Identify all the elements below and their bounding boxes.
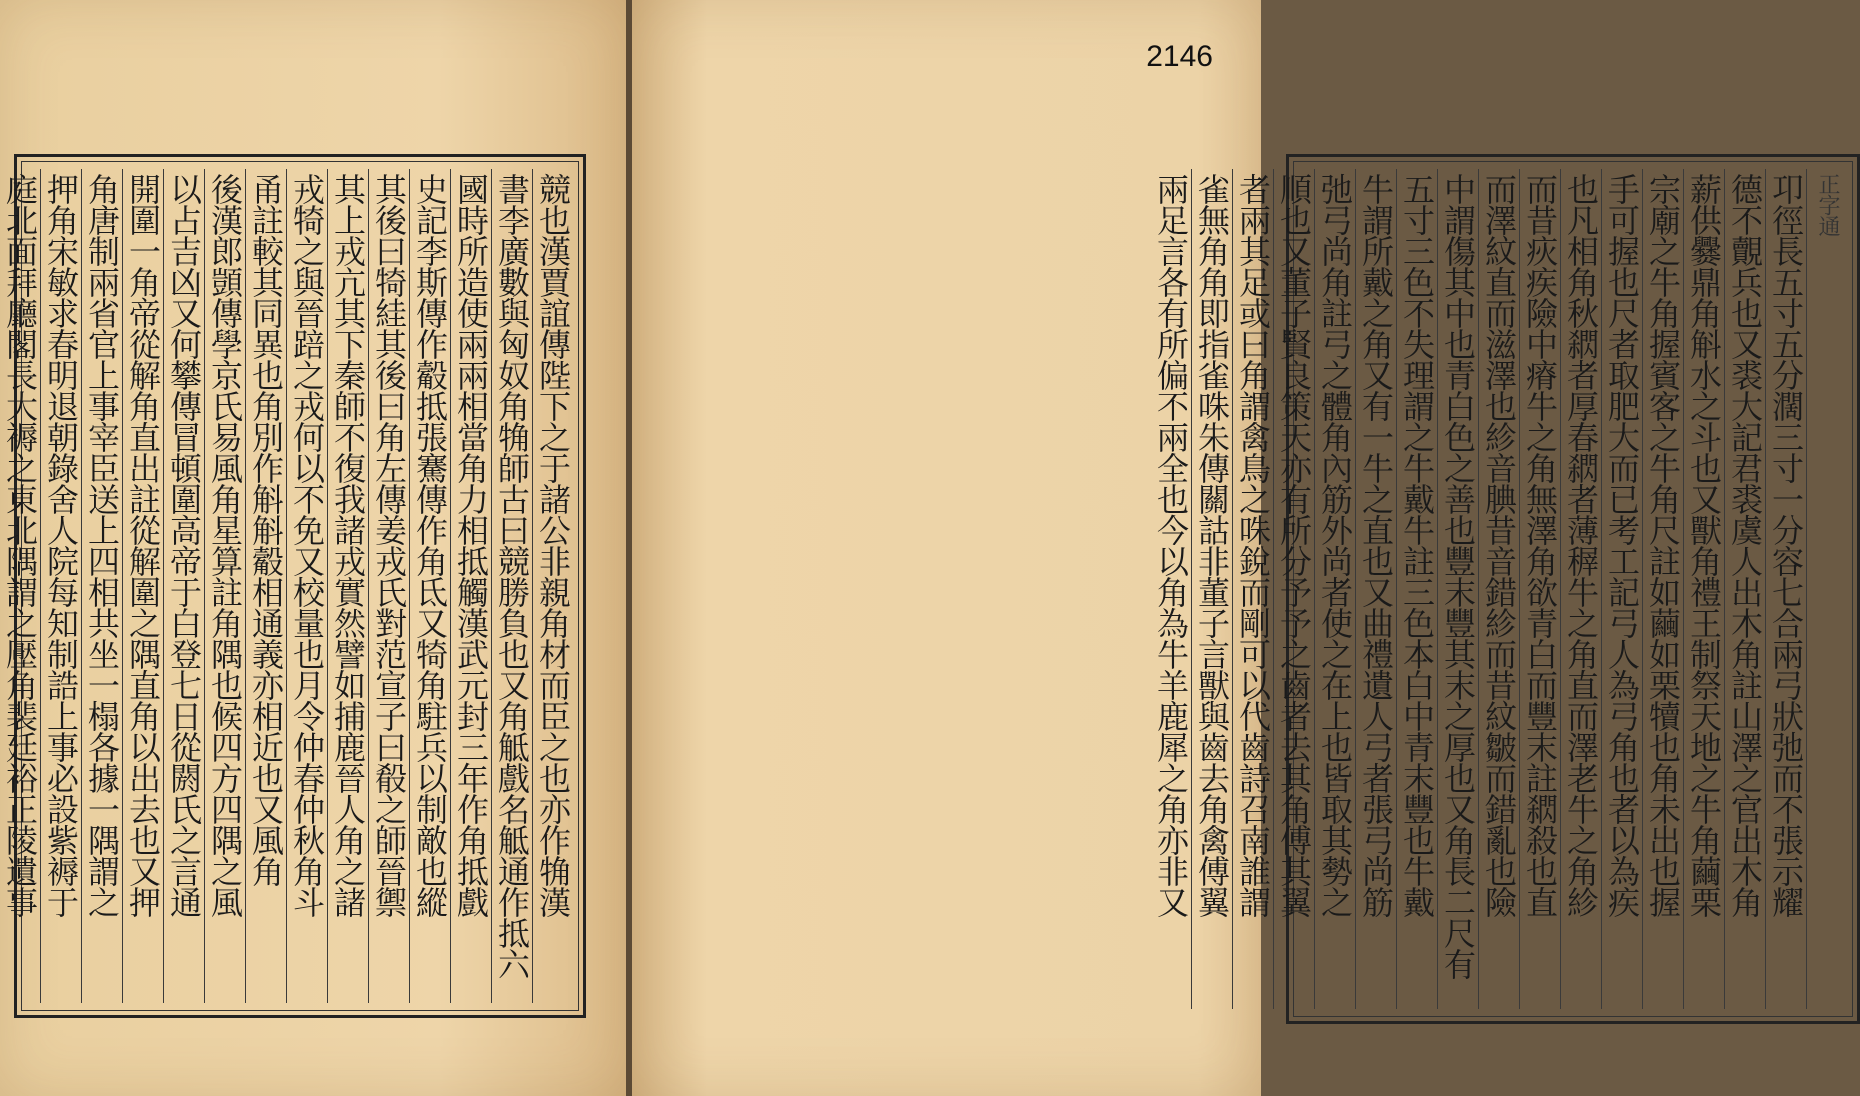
left-text-frame [1, 154, 586, 1018]
right-edge-label: 正字通 [1806, 169, 1847, 1009]
left-page [0, 0, 626, 1096]
text-column: 押角宋敏求春明退朝錄舍人院每知制誥上事必設紫褥于 [40, 169, 81, 1003]
text-column: 以占吉凶又何攀傳冒頓圍高帝于白登七日從閼氏之言通 [163, 169, 204, 1003]
text-column: 五寸三色不失理謂之牛戴牛註三色本白中青末豐也牛戴 [1396, 169, 1437, 1009]
page-number: 2146 [1146, 40, 1213, 73]
left-text-columns [1, 169, 573, 1003]
text-column: 其上戎亢其下秦師不復我諸戎實然譬如捕鹿晉人角之諸 [327, 169, 368, 1003]
text-column: 卭徑長五寸五分濶三寸一分容七合兩弓狀弛而不張示耀 [1765, 169, 1806, 1009]
text-column: 弛弓尚角註弓之體角內筋外尚者使之在上也皆取其勢之 [1314, 169, 1355, 1009]
text-column: 宗廟之牛角握賓客之牛角尺註如繭如栗犢也角未出也握 [1642, 169, 1683, 1009]
text-column: 戎犄之與晉踣之戎何以不免又校量也月令仲春仲秋角斗 [286, 169, 327, 1003]
text-column: 薪供爨鼎角斛水之斗也又獸角禮王制祭天地之牛角繭栗 [1683, 169, 1724, 1009]
text-column: 而昔疢疾險中瘠牛之角無澤角欲青白而豐末註閷殺也直 [1519, 169, 1560, 1009]
text-column: 者兩其足或曰角謂禽鳥之咮銳而剛可以代齒詩召南誰謂 [1232, 169, 1273, 1009]
text-column: 順也又董子賢良策天亦有所分予予之齒者去其角傅其翼 [1273, 169, 1314, 1009]
text-column: 手可握也尺者取肥大而已考工記弓人為弓角也者以為疾 [1601, 169, 1642, 1009]
text-column: 其後曰犄絓其後曰角左傳姜戎氏對范宣子曰殽之師晉禦 [368, 169, 409, 1003]
text-column: 國時所造使兩兩相當角力相抵觸漢武元封三年作角抵戲 [450, 169, 491, 1003]
text-column: 雀無角角即指雀咮朱傳關詁非董子言獸與齒去角禽傅翼 [1191, 169, 1232, 1009]
text-column: 角唐制兩省官上事宰臣送上四相共坐一榻各據一隅謂之 [81, 169, 122, 1003]
text-column: 甬註較其同異也角別作斛斛觳相通義亦相近也又風角 [245, 169, 286, 1003]
text-column: 也凡相角秋閷者厚春閷者薄稺牛之角直而澤老牛之角紾 [1560, 169, 1601, 1009]
text-column: 而澤紋直而滋澤也紾音腆昔音錯紾而昔紋皺而錯亂也險 [1478, 169, 1519, 1009]
text-column: 牛謂所戴之角又有一牛之直也又曲禮遺人弓者張弓尚筋 [1355, 169, 1396, 1009]
text-column: 中謂傷其中也青白色之善也豐末豐其末之厚也又角長二尺有 [1437, 169, 1478, 1009]
text-column: 史記李斯傳作觳抵張騫傳作角氐又犄角駐兵以制敵也縱 [409, 169, 450, 1003]
text-column: 德不覿兵也又裘大記君裘虞人出木角註山澤之官出木角 [1724, 169, 1765, 1009]
right-text-columns [1152, 169, 1847, 1009]
text-column: 庭北面拜廳閣長大褥之東北隅謂之壓角裴廷裕正陵遺事 [0, 169, 40, 1003]
text-column: 開圍一角帝從解角直出註從解圍之隅直角以出去也又押 [122, 169, 163, 1003]
text-column: 後漢郎顗傳學京氏易風角星算註角隅也候四方四隅之風 [204, 169, 245, 1003]
text-column: 競也漢賈誼傳陛下之于諸公非親角材而臣之也亦作觕漢 [532, 169, 573, 1003]
right-page [632, 0, 1840, 1096]
text-column: 兩足言各有所偏不兩全也今以角為牛羊鹿犀之角亦非又 [1152, 173, 1190, 917]
text-column: 書李廣數與匈奴角觕師古曰競勝負也又角觝戲名觝通作抵六 [491, 169, 532, 1003]
right-text-frame [1152, 154, 1860, 1024]
